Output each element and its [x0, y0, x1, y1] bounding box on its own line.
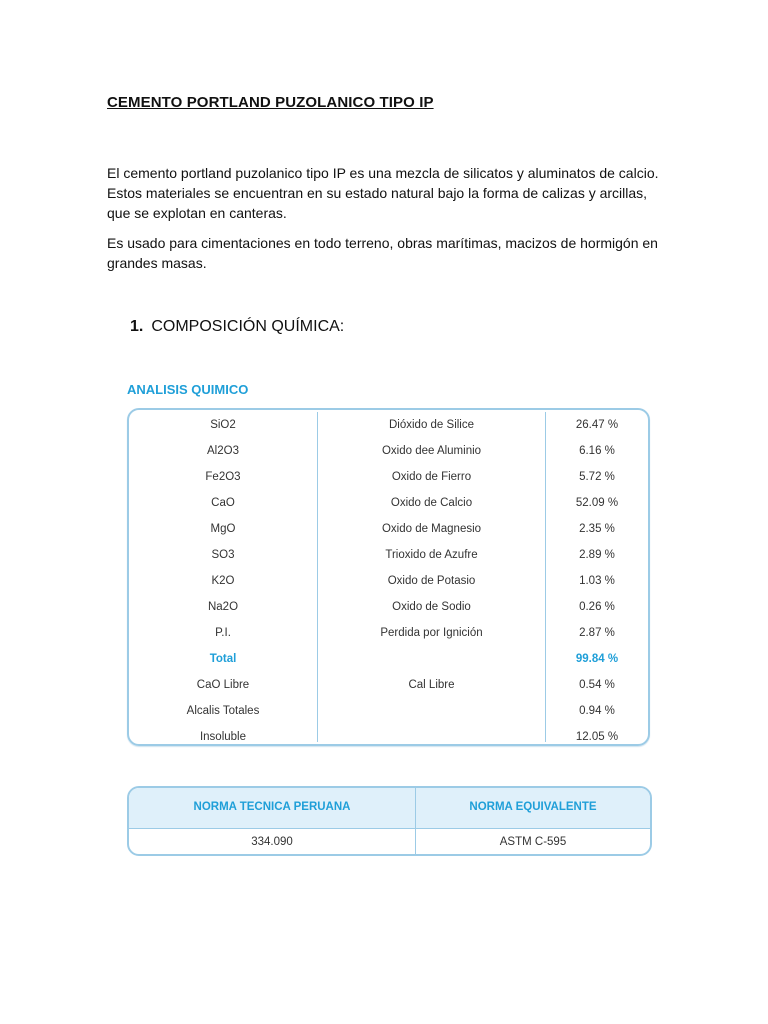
formula-cell: SiO2 — [210, 419, 236, 431]
percent-cell: 6.16 % — [579, 445, 615, 457]
table-row — [129, 438, 648, 464]
table-row — [129, 672, 648, 698]
compound-name-cell: Oxido de Potasio — [387, 575, 476, 587]
norms-header — [129, 788, 650, 829]
section-number: 1. — [130, 318, 144, 335]
usage-paragraph: Es usado para cimentaciones en todo terreno, obras marítimas, macizos de hormigón en grandes masas. — [107, 235, 658, 271]
section-heading — [130, 318, 344, 336]
peruvian-norm-value: 334.090 — [251, 836, 293, 848]
percent-cell: 99.84 % — [575, 653, 619, 665]
table-row — [129, 568, 648, 594]
formula-cell: Na2O — [207, 601, 239, 613]
compound-name-cell: Trioxido de Azufre — [385, 549, 478, 561]
compound-name-cell: Cal Libre — [408, 679, 455, 691]
compound-name-cell: Oxido de Fierro — [391, 471, 472, 483]
percent-cell: 5.72 % — [579, 471, 615, 483]
percent-cell: 26.47 % — [575, 419, 619, 431]
norms-table — [127, 786, 652, 856]
percent-cell: 0.26 % — [579, 601, 615, 613]
compound-name-cell: Oxido de Calcio — [390, 497, 473, 509]
percent-cell: 52.09 % — [575, 497, 619, 509]
analysis-label: ANALISIS QUIMICO — [127, 382, 249, 397]
formula-cell: MgO — [210, 523, 236, 535]
formula-cell: Al2O3 — [207, 445, 239, 457]
formula-cell: Total — [209, 653, 237, 665]
formula-cell: K2O — [211, 575, 235, 587]
formula-cell: Insoluble — [199, 731, 247, 743]
formula-cell: CaO Libre — [196, 679, 250, 691]
formula-cell: CaO — [211, 497, 235, 509]
percent-cell: 2.87 % — [579, 627, 615, 639]
table-row — [129, 724, 648, 750]
compound-name-cell: Oxido de Sodio — [392, 601, 471, 613]
formula-cell: Fe2O3 — [205, 471, 241, 483]
percent-cell: 12.05 % — [575, 731, 619, 743]
percent-cell: 0.54 % — [579, 679, 615, 691]
header-equivalent-norm: NORMA EQUIVALENTE — [469, 801, 597, 813]
compound-name-cell: Perdida por Ignición — [380, 627, 483, 639]
total-row — [129, 646, 648, 672]
intro-paragraph: El cemento portland puzolanico tipo IP es una mezcla de silicatos y aluminatos de calcio. Estos materiales se encuentran en su estado natural bajo la forma de calizas y arcillas, que se explotan en canteras. — [107, 165, 659, 221]
compound-name-cell: Dióxido de Silice — [388, 419, 474, 431]
equivalent-norm-value: ASTM C-595 — [499, 836, 567, 848]
table-row — [129, 594, 648, 620]
formula-cell: P.I. — [215, 627, 231, 639]
percent-cell: 2.89 % — [579, 549, 615, 561]
compound-name-cell: Oxido de Magnesio — [381, 523, 482, 535]
section-title: COMPOSICIÓN QUÍMICA: — [151, 318, 345, 335]
table-row — [129, 542, 648, 568]
percent-cell: 1.03 % — [579, 575, 615, 587]
table-row — [129, 620, 648, 646]
table-row — [129, 698, 648, 724]
compound-name-cell: Oxido dee Aluminio — [381, 445, 482, 457]
table-row — [129, 516, 648, 542]
formula-cell: SO3 — [211, 549, 235, 561]
percent-cell: 0.94 % — [579, 705, 615, 717]
chemical-analysis-table — [127, 408, 650, 746]
table-row — [129, 412, 648, 438]
table-row — [129, 464, 648, 490]
percent-cell: 2.35 % — [579, 523, 615, 535]
document-title: CEMENTO PORTLAND PUZOLANICO TIPO IP — [107, 94, 434, 111]
table-row — [129, 490, 648, 516]
formula-cell: Alcalis Totales — [186, 705, 260, 717]
header-peruvian-norm: NORMA TECNICA PERUANA — [193, 801, 351, 813]
